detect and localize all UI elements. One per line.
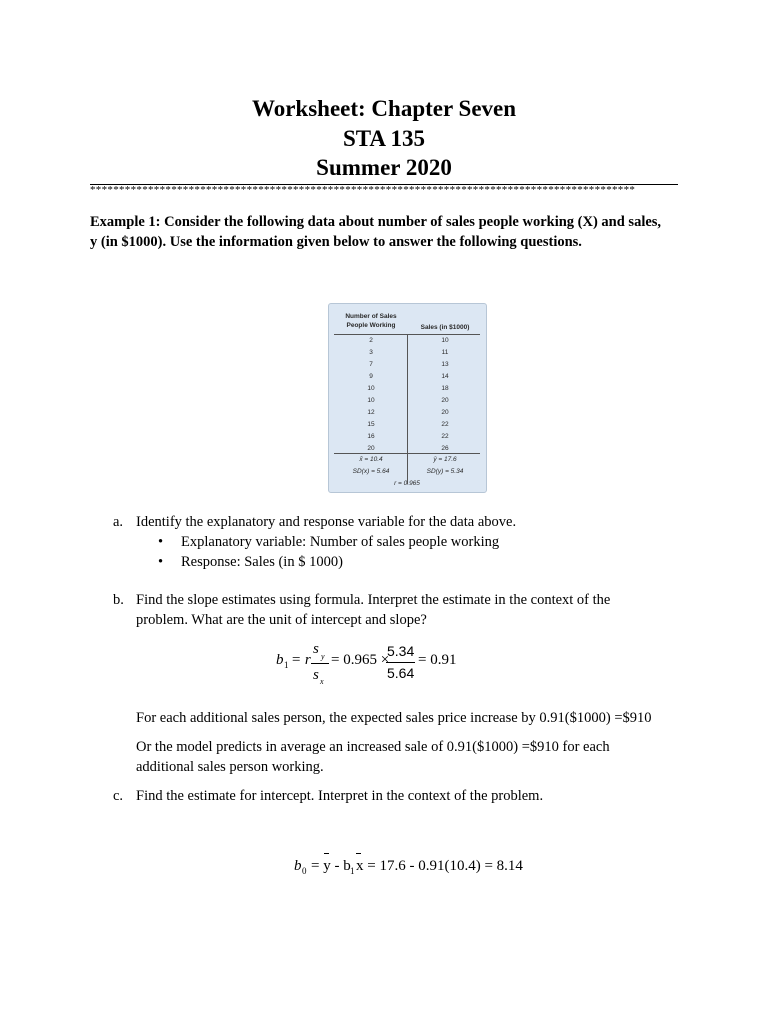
table-cell: 22 (441, 421, 449, 428)
stat-sdx: SD(x) = 5.64 (352, 468, 390, 475)
formula-eq-r: = r (291, 652, 311, 668)
formula-eq-y: = y - b (311, 858, 351, 874)
formula-result: = 0.91 (418, 652, 457, 668)
bullet-glyph: • (158, 534, 164, 550)
table-col-x (335, 335, 407, 455)
formula-sx-sub: x (320, 677, 324, 686)
table-cell: 10 (367, 397, 375, 404)
table-cell: 2 (369, 337, 373, 344)
table-header-x: Number of Sales People Working (345, 313, 397, 329)
example-prompt: Example 1: Consider the following data about number of sales people working (X) and sales, y (in $1000). Use the information given below to answer the following questions. (90, 214, 662, 250)
table-cell: 26 (441, 445, 449, 452)
xbar-overline (356, 853, 361, 854)
table-header-y: Sales (in $1000) (420, 324, 470, 331)
table-cell: 15 (367, 421, 375, 428)
bullet-glyph: • (158, 554, 164, 570)
formula-num: 5.34 (387, 643, 415, 659)
part-b-question-line-1: Find the slope estimates using formula. Interpret the estimate in the context of the (136, 592, 611, 608)
formula-sy: s (313, 641, 319, 657)
page-title: Worksheet: Chapter Seven (251, 96, 517, 121)
formula-b0: b (294, 858, 302, 874)
table-cell: 20 (367, 445, 375, 452)
stat-ybar: ȳ = 17.6 (433, 456, 457, 463)
part-b-label: b. (113, 592, 124, 608)
table-cell: 16 (367, 433, 375, 440)
part-b-question-line-2: problem. What are the unit of intercept and slope? (136, 612, 427, 628)
table-cell: 20 (441, 397, 449, 404)
table-cell: 11 (441, 349, 449, 356)
table-column-divider (407, 334, 408, 484)
term: Summer 2020 (316, 155, 452, 180)
fraction-bar (386, 662, 415, 663)
table-cell: 10 (441, 337, 449, 344)
table-cell: 3 (369, 349, 373, 356)
formula-sy-sub: y (321, 652, 325, 661)
table-cell: 20 (441, 409, 449, 416)
table-cell: 18 (441, 385, 449, 392)
formula-rest: x = 17.6 - 0.91(10.4) = 8.14 (356, 858, 523, 874)
formula-b: b (276, 652, 284, 668)
fraction-bar (311, 663, 329, 664)
asterisk-separator: ********************************************************************************************** (90, 184, 636, 196)
data-table-figure (328, 303, 487, 493)
formula-den: 5.64 (387, 665, 415, 681)
table-cell: 13 (441, 361, 449, 368)
formula-b1-sub: 1 (350, 866, 355, 876)
table-cell: 7 (369, 361, 373, 368)
table-col-y (409, 335, 481, 455)
ybar-overline (324, 853, 329, 854)
formula-b0-sub: 0 (302, 866, 307, 876)
course-code: STA 135 (342, 126, 426, 151)
stat-xbar: x̄ = 10.4 (359, 456, 383, 463)
stat-r: r = 0.965 (394, 480, 420, 487)
formula-eq-1: = 0.965 × (331, 652, 390, 668)
table-cell: 22 (441, 433, 449, 440)
part-a-bullet-1: Explanatory variable: Number of sales people working (181, 534, 500, 550)
part-c-label: c. (113, 788, 124, 804)
part-a-bullet-2: Response: Sales (in $ 1000) (181, 554, 343, 570)
part-a-question: Identify the explanatory and response variable for the data above. (136, 514, 517, 530)
stat-sdy: SD(y) = 5.34 (426, 468, 464, 475)
part-b-interpretation-2-line-1: Or the model predicts in average an increased sale of 0.91($1000) =$910 for each (136, 739, 610, 755)
table-cell: 14 (441, 373, 449, 380)
table-cell: 12 (367, 409, 375, 416)
formula-sx: s (313, 667, 319, 683)
table-cell: 10 (367, 385, 375, 392)
part-b-interpretation-2-line-2: additional sales person working. (136, 759, 324, 775)
part-b-interpretation-1: For each additional sales person, the expected sales price increase by 0.91($1000) =$910 (136, 710, 652, 726)
table-cell: 9 (369, 373, 373, 380)
formula-sub: 1 (284, 660, 289, 670)
part-c-question: Find the estimate for intercept. Interpret in the context of the problem. (136, 788, 544, 804)
part-a-label: a. (113, 514, 124, 530)
